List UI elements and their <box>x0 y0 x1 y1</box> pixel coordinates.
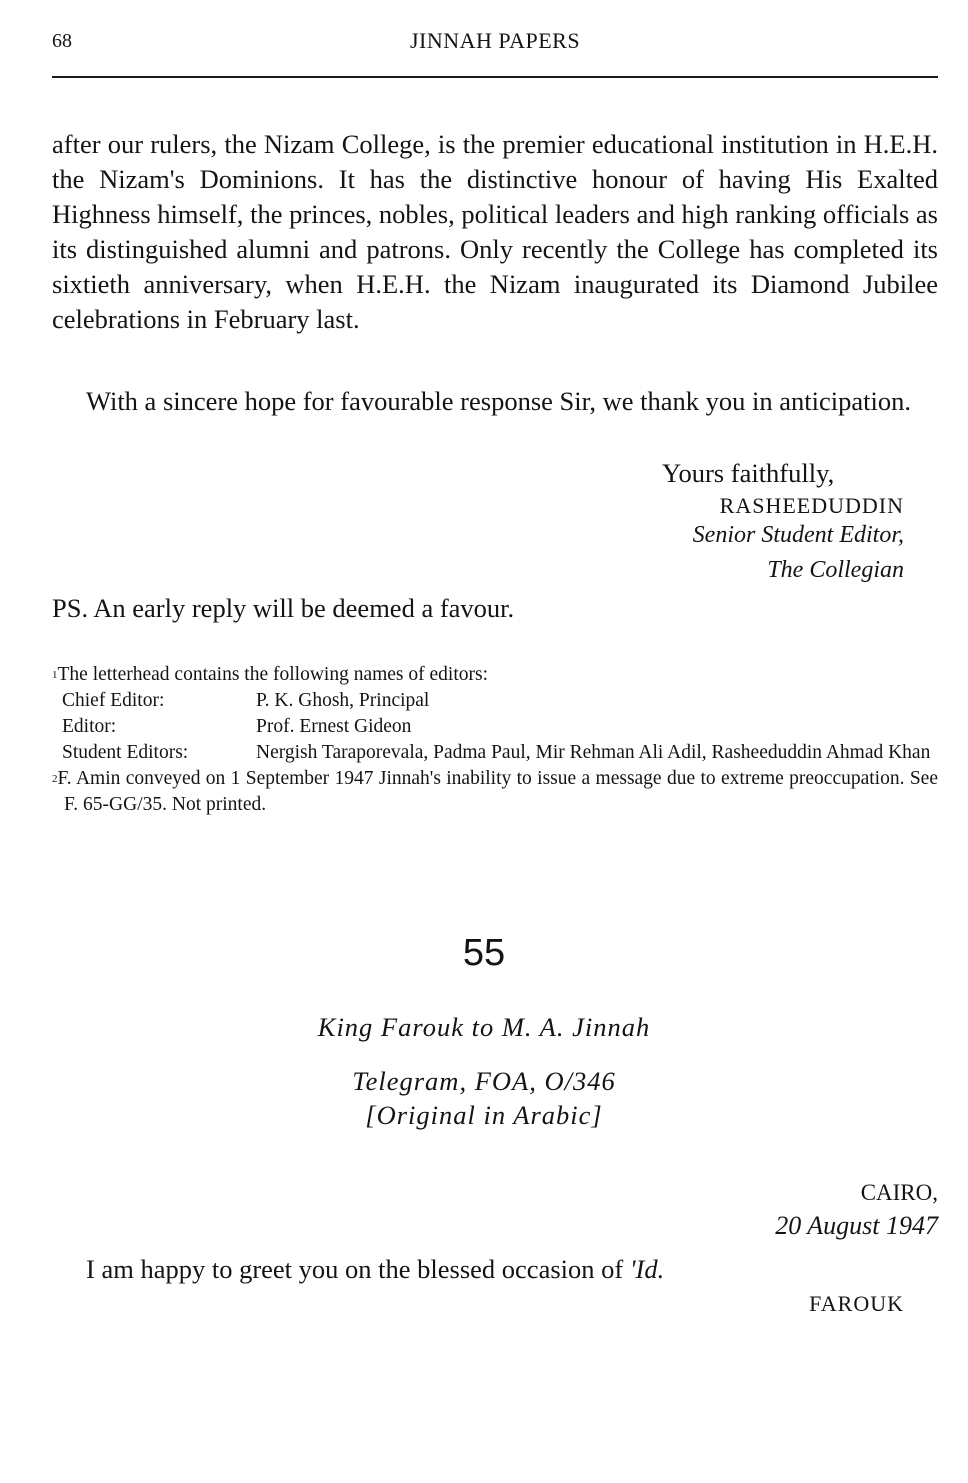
editor-row <box>62 688 938 714</box>
telegram-signature: FAROUK <box>809 1291 904 1316</box>
footnote-2-marker: 2 <box>52 773 58 785</box>
telegram-place: CAIRO, <box>860 1180 938 1205</box>
footnotes <box>52 662 938 818</box>
editor-row <box>62 740 938 766</box>
letter-closing: Yours faithfully, <box>662 458 835 488</box>
letter-paragraph-2: With a sincere hope for favourable response Sir, we thank you in anticipation. <box>86 386 912 416</box>
signer-title: Senior Student Editor, <box>692 522 904 548</box>
telegram-body-italic: 'Id. <box>629 1254 665 1284</box>
footnote-1 <box>52 662 938 688</box>
postscript: PS. An early reply will be deemed a favour. <box>52 593 515 623</box>
footnote-2 <box>52 766 938 818</box>
editor-names: Prof. Ernest Gideon <box>256 716 412 737</box>
document-original-note: [Original in Arabic] <box>365 1100 603 1130</box>
editor-role: Student Editors: <box>62 742 189 763</box>
document-number: 55 <box>462 932 506 974</box>
editor-row <box>62 714 938 740</box>
editor-names: P. K. Ghosh, Principal <box>256 690 430 711</box>
editor-list <box>62 688 938 766</box>
editor-role: Chief Editor: <box>62 690 165 711</box>
telegram-body <box>86 1254 664 1285</box>
signer-publication: The Collegian <box>767 557 904 583</box>
editor-names: Nergish Taraporevala, Padma Paul, Mir Rehman Ali Adil, Rasheeduddin Ahmad Khan <box>256 742 931 763</box>
document-type-line: Telegram, FOA, O/346 <box>352 1066 616 1096</box>
running-head <box>52 26 938 58</box>
telegram-date: 20 August 1947 <box>775 1211 938 1240</box>
footnote-1-marker: 1 <box>52 669 58 681</box>
footnote-1-text: The letterhead contains the following names of editors: <box>57 664 488 685</box>
page-number: 68 <box>52 30 72 52</box>
editor-role: Editor: <box>62 716 117 737</box>
header-rule <box>52 76 938 78</box>
telegram-body-text: I am happy to greet you on the blessed occasion of <box>86 1254 630 1284</box>
letter-paragraph-1: after our rulers, the Nizam College, is the premier educational institution in H.E.H. the Nizam's Dominions. It has the distinctive honour of having His Exalted Highness himself, the princes, nobles, political leaders and high ranking officials as its distinguished alumni and patrons. Only recently the College has completed its sixtieth anniversary, when H.E.H. the Nizam inaugurated its Diamond Jubilee celebrations in February last. <box>52 129 938 334</box>
footnote-2-text: F. Amin conveyed on 1 September 1947 Jinnah's inability to issue a message due to extreme preoccupation. See F. 65-GG/35. Not printed. <box>57 768 938 815</box>
letter-signer: RASHEEDUDDIN <box>719 493 904 518</box>
document-sender-line: King Farouk to M. A. Jinnah <box>317 1012 651 1042</box>
running-title: JINNAH PAPERS <box>409 28 581 53</box>
